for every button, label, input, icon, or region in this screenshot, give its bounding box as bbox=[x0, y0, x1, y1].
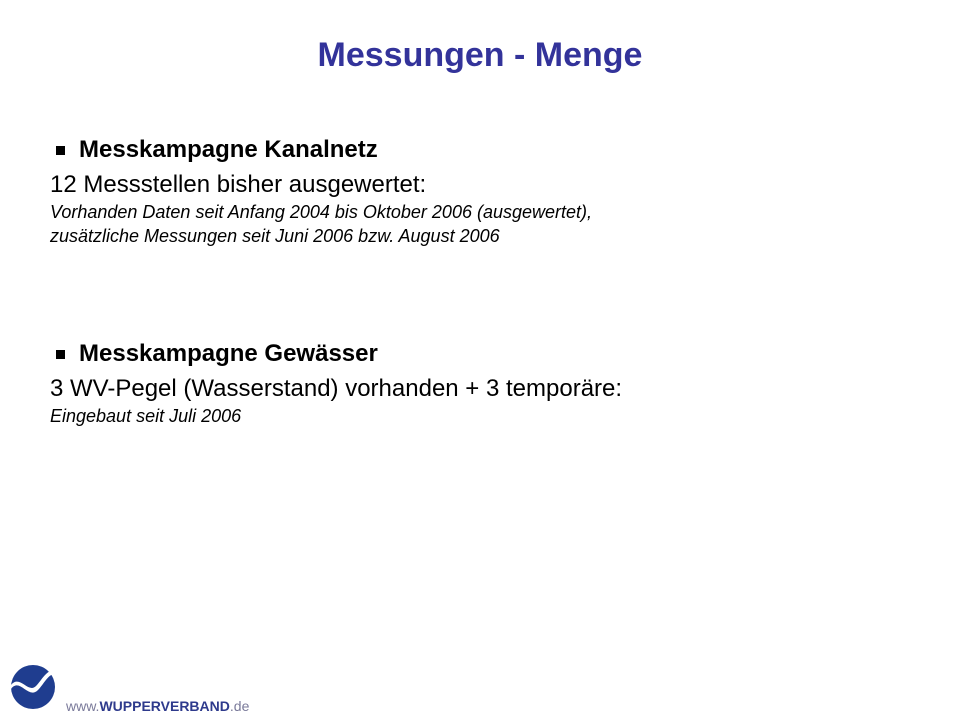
footer-website-link[interactable] bbox=[66, 698, 249, 714]
slide-title: Messungen - Menge bbox=[317, 36, 643, 74]
wupperverband-logo-icon bbox=[8, 662, 58, 712]
section-lead: 12 Messstellen bisher ausgewertet: bbox=[50, 171, 427, 198]
bullet-item bbox=[50, 134, 930, 166]
section-heading: Messkampagne Gewässer bbox=[79, 340, 378, 367]
bullet-item bbox=[50, 338, 930, 370]
section-note: Vorhanden Daten seit Anfang 2004 bis Oktober 2006 (ausgewertet), bbox=[50, 202, 593, 222]
section-note: Eingebaut seit Juli 2006 bbox=[50, 406, 242, 426]
url-prefix: www. bbox=[66, 698, 100, 714]
url-suffix: .de bbox=[229, 698, 250, 714]
section-lead: 3 WV-Pegel (Wasserstand) vorhanden + 3 temporäre: bbox=[50, 375, 623, 402]
section-note: zusätzliche Messungen seit Juni 2006 bzw. August 2006 bbox=[50, 226, 500, 246]
section-heading: Messkampagne Kanalnetz bbox=[79, 136, 378, 163]
section-kanalnetz bbox=[50, 134, 930, 248]
square-bullet-icon bbox=[56, 146, 65, 155]
square-bullet-icon bbox=[56, 350, 65, 359]
url-brand: WUPPERVERBAND bbox=[99, 698, 230, 714]
section-gewaesser bbox=[50, 338, 930, 428]
